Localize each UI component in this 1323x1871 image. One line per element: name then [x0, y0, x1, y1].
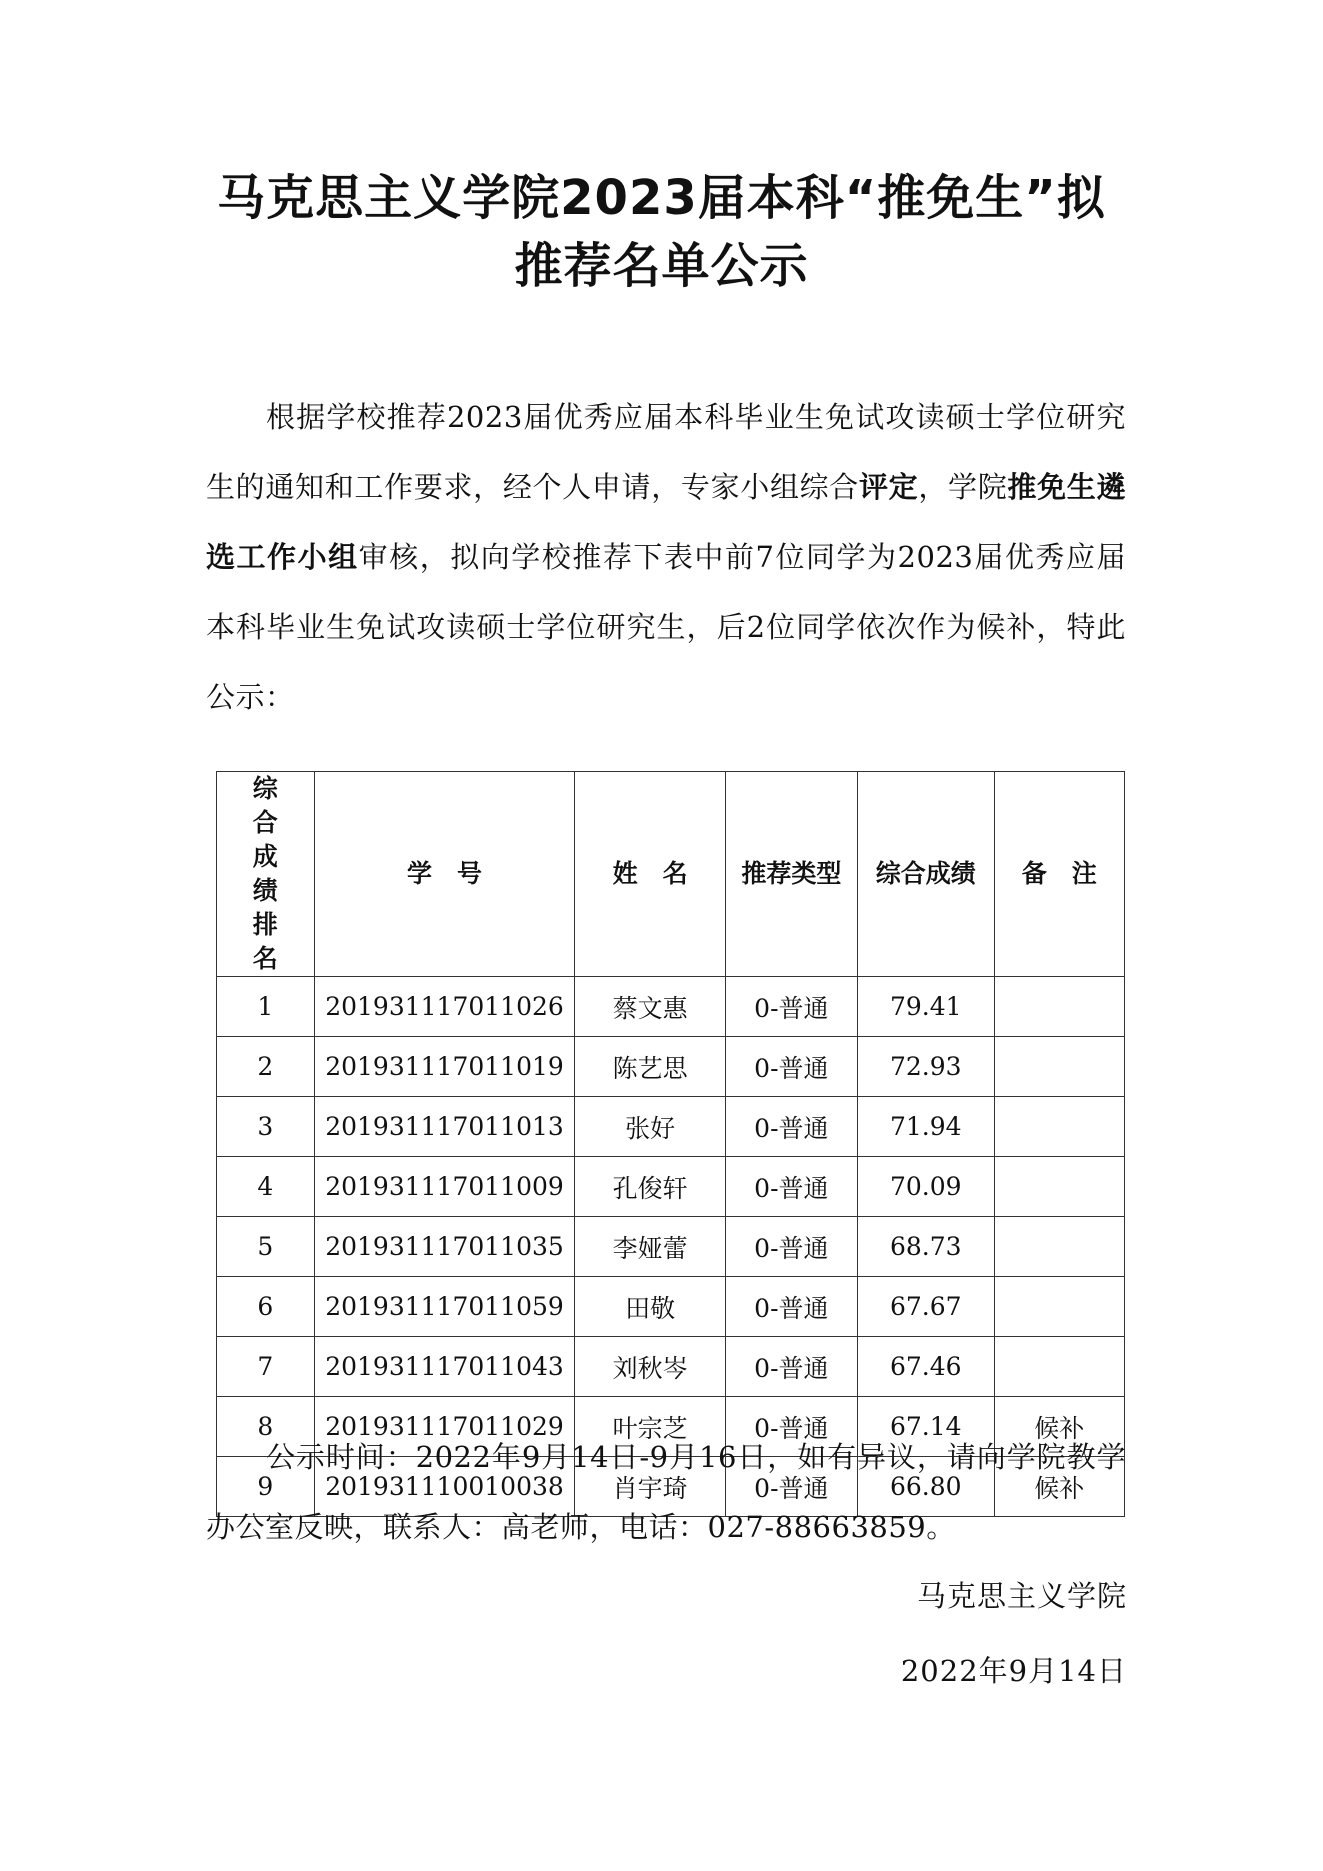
cell-type: 0-普通 [725, 1457, 857, 1517]
header-type: 推荐类型 [725, 772, 857, 977]
cell-note: 候补 [994, 1457, 1124, 1517]
cell-score: 72.93 [857, 1037, 994, 1097]
header-rank [217, 772, 315, 977]
cell-note [994, 1037, 1124, 1097]
cell-student-id: 201931117011026 [314, 977, 575, 1037]
cell-note [994, 1097, 1124, 1157]
cell-rank: 2 [217, 1037, 315, 1097]
header-student-id: 学 号 [314, 772, 575, 977]
cell-student-id: 201931110010038 [314, 1457, 575, 1517]
cell-note [994, 1337, 1124, 1397]
recommendation-table [216, 771, 1125, 1517]
cell-note [994, 1157, 1124, 1217]
cell-student-id: 201931117011059 [314, 1277, 575, 1337]
intro-text-part-1: 根据学校推荐2023届优秀应届本科毕业生免试攻读硕士学位研究生的通知和工作要求，经个人申请，专家小组综合 [206, 400, 1126, 504]
cell-name: 蔡文惠 [575, 977, 725, 1037]
cell-type: 0-普通 [725, 1157, 857, 1217]
cell-name: 张好 [575, 1097, 725, 1157]
table-row [217, 977, 1125, 1037]
cell-name: 叶宗芝 [575, 1397, 725, 1457]
cell-student-id: 201931117011043 [314, 1337, 575, 1397]
cell-student-id: 201931117011035 [314, 1217, 575, 1277]
table-row [217, 1337, 1125, 1397]
cell-type: 0-普通 [725, 1337, 857, 1397]
cell-type: 0-普通 [725, 1037, 857, 1097]
cell-score: 68.73 [857, 1217, 994, 1277]
cell-type: 0-普通 [725, 1097, 857, 1157]
table-row [217, 1157, 1125, 1217]
cell-type: 0-普通 [725, 1217, 857, 1277]
notice-paragraph: 公示时间：2022年9月14日-9月16日，如有异议，请向学院教学办公室反映，联系人：高老师，电话：027-88663859。 [206, 1440, 1126, 1544]
table-row [217, 1277, 1125, 1337]
cell-type: 0-普通 [725, 1277, 857, 1337]
table-row [217, 1097, 1125, 1157]
cell-score: 70.09 [857, 1157, 994, 1217]
cell-rank: 7 [217, 1337, 315, 1397]
cell-name: 孔俊轩 [575, 1157, 725, 1217]
header-name: 姓 名 [575, 772, 725, 977]
cell-rank: 4 [217, 1157, 315, 1217]
cell-score: 67.14 [857, 1397, 994, 1457]
signature-date: 2022年9月14日 [900, 1654, 1127, 1688]
page-title-line-1: 马克思主义学院2023届本科“推免生”拟 [217, 170, 1106, 226]
cell-name: 田敬 [575, 1277, 725, 1337]
intro-paragraph [206, 382, 1126, 732]
cell-type: 0-普通 [725, 1397, 857, 1457]
cell-note [994, 977, 1124, 1037]
cell-score: 79.41 [857, 977, 994, 1037]
page-title-line-2: 推荐名单公示 [514, 238, 809, 294]
cell-score: 67.67 [857, 1277, 994, 1337]
table-header-row [217, 772, 1125, 977]
table-row [217, 1217, 1125, 1277]
cell-rank: 8 [217, 1397, 315, 1457]
cell-name: 肖宇琦 [575, 1457, 725, 1517]
cell-rank: 6 [217, 1277, 315, 1337]
cell-name: 刘秋岑 [575, 1337, 725, 1397]
signature-organization: 马克思主义学院 [916, 1579, 1127, 1613]
cell-note [994, 1277, 1124, 1337]
cell-rank: 5 [217, 1217, 315, 1277]
cell-score: 71.94 [857, 1097, 994, 1157]
header-rank-label: 综合成绩排名 [252, 774, 278, 973]
cell-student-id: 201931117011013 [314, 1097, 575, 1157]
cell-type: 0-普通 [725, 977, 857, 1037]
cell-rank: 9 [217, 1457, 315, 1517]
cell-note: 候补 [994, 1397, 1124, 1457]
table-row [217, 1037, 1125, 1097]
cell-name: 李娅蕾 [575, 1217, 725, 1277]
intro-text-part-2: ，学院 [918, 470, 1008, 504]
cell-student-id: 201931117011009 [314, 1157, 575, 1217]
cell-note [994, 1217, 1124, 1277]
intro-bold-2: 推免生遴选工作小组 [206, 470, 1126, 574]
header-score: 综合成绩 [857, 772, 994, 977]
intro-bold-1: 评定 [859, 470, 919, 504]
cell-score: 67.46 [857, 1337, 994, 1397]
intro-text-part-3: 审核，拟向学校推荐下表中前7位同学为2023届优秀应届本科毕业生免试攻读硕士学位研究生，后2位同学依次作为候补，特此公示： [206, 540, 1126, 714]
cell-rank: 1 [217, 977, 315, 1037]
cell-rank: 3 [217, 1097, 315, 1157]
cell-score: 66.80 [857, 1457, 994, 1517]
cell-name: 陈艺思 [575, 1037, 725, 1097]
cell-student-id: 201931117011029 [314, 1397, 575, 1457]
cell-student-id: 201931117011019 [314, 1037, 575, 1097]
header-note: 备 注 [994, 772, 1124, 977]
